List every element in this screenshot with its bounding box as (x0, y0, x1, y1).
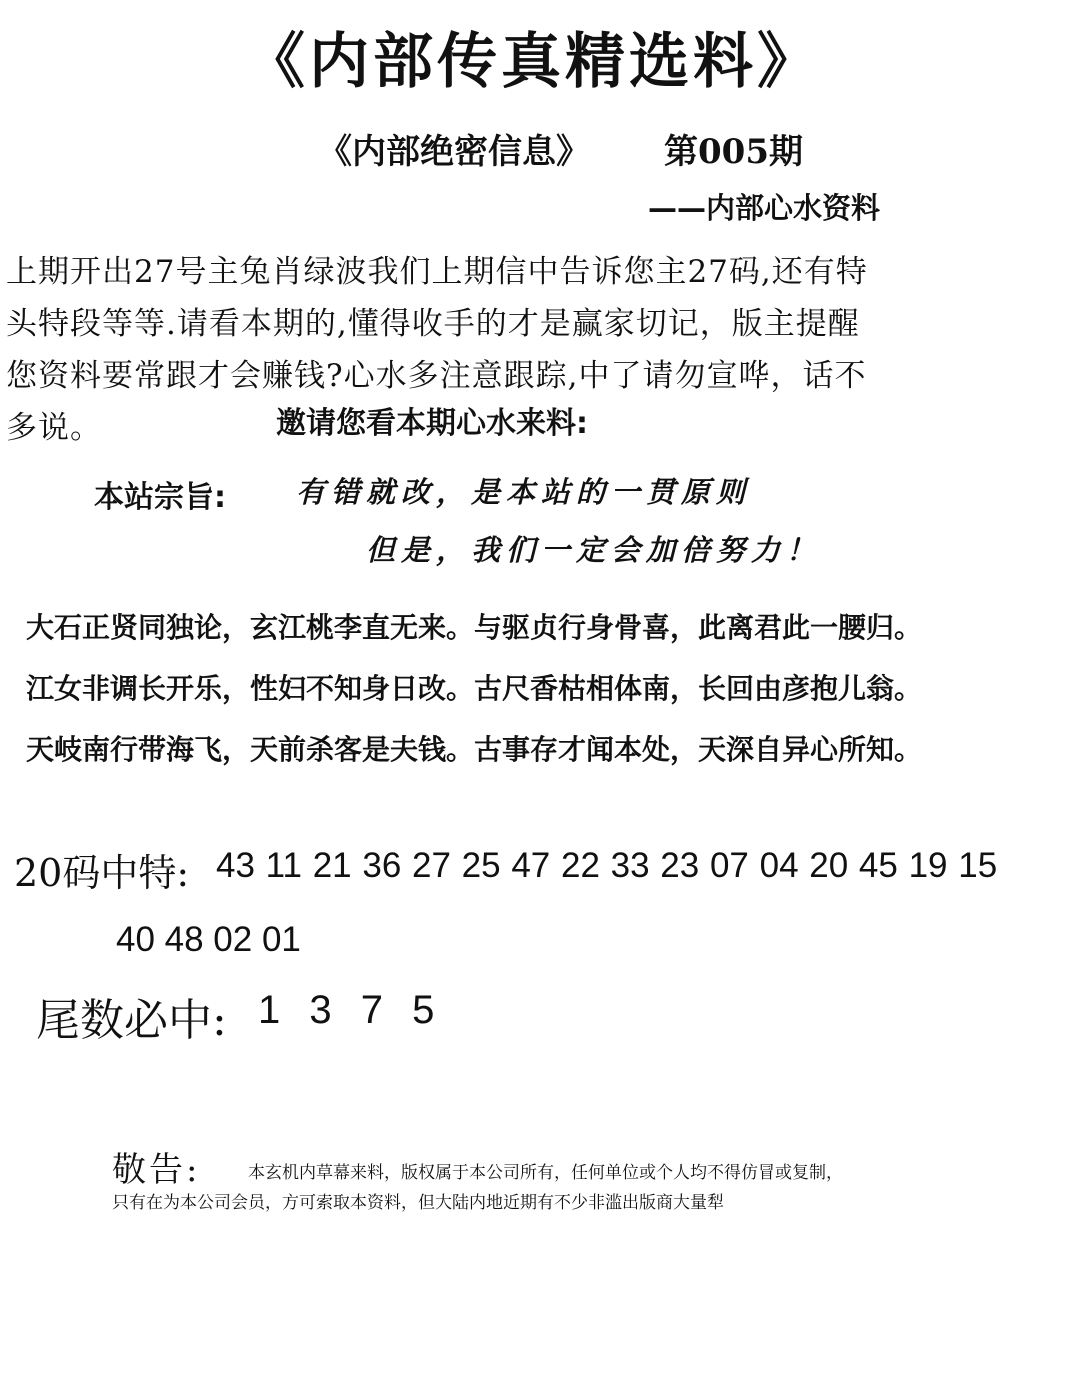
notice-line: 只有在为本公司会员，方可索取本资料，但大陆内地近期有不少非滥出版商大量犁 (112, 1193, 724, 1213)
intro-line: 您资料要常跟才会赚钱?心水多注意跟踪,中了请勿宣哗，话不 (6, 358, 867, 394)
notice-line: 本玄机内草幕来料，版权属于本公司所有，任何单位或个人均不得仿冒或复制， (248, 1163, 843, 1183)
poem-line: 天岐南行带海飞，天前杀客是夫钱。古事存才闻本处，天深自异心所知。 (26, 733, 923, 766)
notice-label: 敬告: (112, 1150, 201, 1190)
tail-values: 1 3 7 5 (258, 988, 435, 1032)
poem-line: 江女非调长开乐，性妇不知身日改。古尺香枯相体南，长回由彦抱儿翁。 (26, 672, 923, 705)
intro-line: 上期开出27号主兔肖绿波我们上期信中告诉您主27码,还有特 (6, 254, 868, 290)
page-title: 《内部传真精选料》 (245, 27, 821, 97)
poem-line: 大石正贤同独论，玄江桃李直无来。与驱贞行身骨喜，此离君此一腰归。 (26, 611, 923, 644)
issue-number: 第005期 (664, 132, 803, 172)
numbers-line: 43 11 21 36 27 25 47 22 33 23 07 04 20 45 19 15 (216, 846, 998, 885)
tail-label: 尾数必中: (36, 995, 227, 1046)
numbers-label: 20码中特: (14, 851, 190, 895)
numbers-line: 40 48 02 01 (116, 920, 301, 959)
source-note: ——内部心水资料 (648, 191, 881, 225)
tenet-label: 本站宗旨: (94, 480, 226, 515)
intro-line: 头特段等等.请看本期的,懂得收手的才是赢家切记，版主提醒 (6, 306, 860, 342)
tenet-line: 但是，我们一定会加倍努力！ (366, 533, 822, 567)
invite-text: 邀请您看本期心水来料: (276, 406, 588, 441)
subtitle: 《内部绝密信息》 (318, 132, 590, 172)
tenet-line: 有错就改，是本站的一贯原则 (296, 475, 752, 509)
intro-line: 多说。 (6, 410, 102, 446)
